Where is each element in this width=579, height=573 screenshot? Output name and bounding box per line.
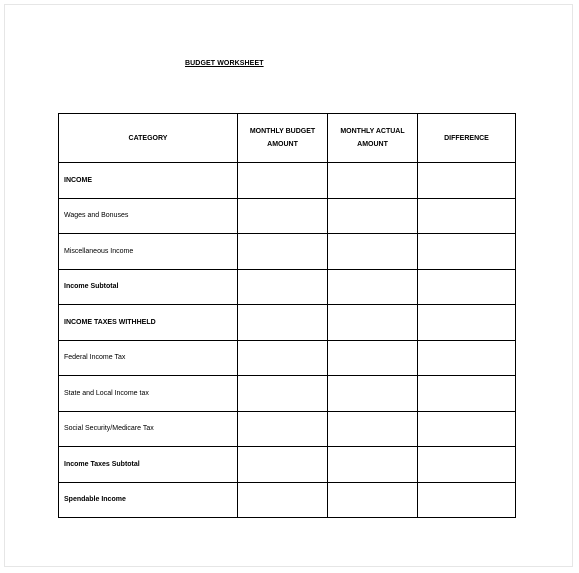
budget-amount-cell[interactable]: [238, 269, 328, 305]
header-monthly-actual-line2: AMOUNT: [357, 141, 388, 148]
actual-amount-cell[interactable]: [328, 234, 418, 270]
document-title: BUDGET WORKSHEET: [185, 60, 264, 67]
row-category-label: INCOME TAXES WITHHELD: [59, 305, 238, 341]
header-monthly-actual-line1: MONTHLY ACTUAL: [340, 128, 405, 135]
header-monthly-budget-line1: MONTHLY BUDGET: [249, 128, 316, 135]
difference-cell[interactable]: [418, 447, 516, 483]
table-row: [59, 447, 516, 483]
budget-amount-cell[interactable]: [238, 163, 328, 199]
actual-amount-cell[interactable]: [328, 482, 418, 518]
header-difference: [418, 114, 516, 163]
budget-amount-cell[interactable]: [238, 411, 328, 447]
actual-amount-cell[interactable]: [328, 163, 418, 199]
header-row: [59, 114, 516, 163]
difference-cell[interactable]: [418, 376, 516, 412]
difference-cell[interactable]: [418, 305, 516, 341]
difference-cell[interactable]: [418, 198, 516, 234]
actual-amount-cell[interactable]: [328, 305, 418, 341]
budget-amount-cell[interactable]: [238, 234, 328, 270]
row-category-label: Income Taxes Subtotal: [59, 447, 238, 483]
difference-cell[interactable]: [418, 482, 516, 518]
header-category: [59, 114, 238, 163]
row-category-label: Spendable Income: [59, 482, 238, 518]
row-category-label: Federal Income Tax: [59, 340, 238, 376]
table-row: [59, 340, 516, 376]
header-monthly-budget: [238, 114, 328, 163]
table-row: [59, 234, 516, 270]
row-category-label: State and Local Income tax: [59, 376, 238, 412]
header-monthly-budget-line2: AMOUNT: [267, 141, 298, 148]
budget-amount-cell[interactable]: [238, 482, 328, 518]
budget-amount-cell[interactable]: [238, 305, 328, 341]
table-row: [59, 198, 516, 234]
row-category-label: INCOME: [59, 163, 238, 199]
actual-amount-cell[interactable]: [328, 376, 418, 412]
header-difference-label: DIFFERENCE: [444, 134, 489, 142]
difference-cell[interactable]: [418, 163, 516, 199]
table-row: [59, 376, 516, 412]
actual-amount-cell[interactable]: [328, 411, 418, 447]
budget-amount-cell[interactable]: [238, 447, 328, 483]
difference-cell[interactable]: [418, 411, 516, 447]
table-body: [59, 163, 516, 518]
budget-amount-cell[interactable]: [238, 340, 328, 376]
table-row: [59, 305, 516, 341]
budget-amount-cell[interactable]: [238, 376, 328, 412]
budget-amount-cell[interactable]: [238, 198, 328, 234]
actual-amount-cell[interactable]: [328, 340, 418, 376]
difference-cell[interactable]: [418, 340, 516, 376]
row-category-label: Wages and Bonuses: [59, 198, 238, 234]
table-row: [59, 163, 516, 199]
actual-amount-cell[interactable]: [328, 447, 418, 483]
row-category-label: Miscellaneous Income: [59, 234, 238, 270]
difference-cell[interactable]: [418, 269, 516, 305]
actual-amount-cell[interactable]: [328, 198, 418, 234]
difference-cell[interactable]: [418, 234, 516, 270]
row-category-label: Income Subtotal: [59, 269, 238, 305]
actual-amount-cell[interactable]: [328, 269, 418, 305]
table-row: [59, 411, 516, 447]
table-row: [59, 269, 516, 305]
header-category-label: CATEGORY: [128, 134, 168, 142]
row-category-label: Social Security/Medicare Tax: [59, 411, 238, 447]
budget-table: [58, 113, 516, 518]
header-monthly-actual: [328, 114, 418, 163]
table-row: [59, 482, 516, 518]
